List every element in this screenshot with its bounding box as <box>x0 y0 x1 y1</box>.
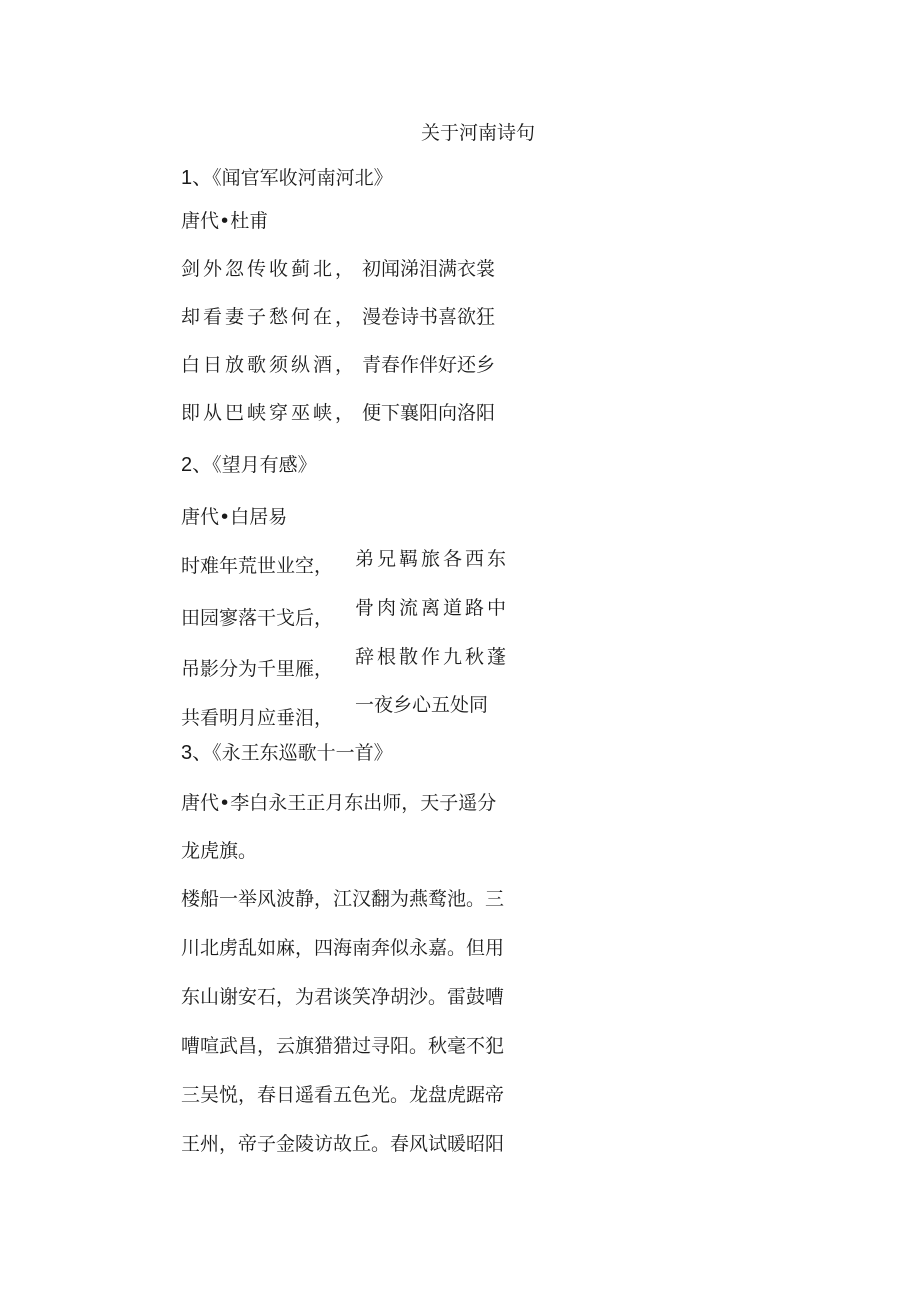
poem-2-line-4-second: 一夜乡心五处同 <box>355 694 489 716</box>
poem-3-text-line: 东山谢安石，为君谈笑净胡沙。雷鼓嘈 <box>181 986 505 1008</box>
poem-1-author: 唐代•杜甫 <box>181 210 269 232</box>
poem-2-title: 《望月有感》 <box>212 454 317 476</box>
poem-3-author-line: 唐代•李白永王正月东出师，天子遥分 <box>181 792 497 814</box>
poem-3-heading <box>181 740 393 766</box>
poem-2-line-4-first: 共看明月应垂泪， <box>181 707 334 729</box>
poem-3-number: 3、 <box>181 742 213 764</box>
poem-2-line-1-first: 时难年荒世业空， <box>181 555 334 577</box>
poem-3-text-line: 嘈喧武昌，云旗猎猎过寻阳。秋毫不犯 <box>181 1035 505 1057</box>
poem-1-line-4-second: 便下襄阳向洛阳 <box>362 402 496 424</box>
poem-1-title: 《闻官军收河南河北》 <box>212 167 393 189</box>
poem-1-line-3-first: 白日放歌须纵酒， <box>181 354 358 376</box>
poem-3-text-line: 王州，帝子金陵访故丘。春风试暖昭阳 <box>181 1133 505 1155</box>
poem-2-number: 2、 <box>181 454 213 476</box>
poem-1-line-3-second: 青春作伴好还乡 <box>362 354 496 376</box>
poem-1-number: 1、 <box>181 167 213 189</box>
poem-2-line-3-second: 辞根散作九秋蓬 <box>355 646 510 668</box>
poem-3-text-line: 三吴悦，春日遥看五色光。龙盘虎踞帝 <box>181 1084 505 1106</box>
poem-2-line-3-first: 吊影分为千里雁， <box>181 658 334 680</box>
poem-1-line-1-second: 初闻涕泪满衣裳 <box>362 258 496 280</box>
poem-2-heading <box>181 452 317 478</box>
poem-1-line-2-second: 漫卷诗书喜欲狂 <box>362 306 496 328</box>
poem-2-line-1-second: 弟兄羁旅各西东 <box>355 548 510 570</box>
poem-3-text-line: 川北虏乱如麻，四海南奔似永嘉。但用 <box>181 937 505 959</box>
poem-3-text-line: 楼船一举风波静，江汉翻为燕鹜池。三 <box>181 888 505 910</box>
poem-1-line-1-first: 剑外忽传收蓟北， <box>181 258 358 280</box>
poem-1-line-4-first: 即从巴峡穿巫峡， <box>181 402 358 424</box>
poem-2-line-2-second: 骨肉流离道路中 <box>355 597 510 619</box>
poem-1-line-2-first: 却看妻子愁何在， <box>181 306 358 328</box>
poem-1-heading <box>181 165 393 191</box>
page-title: 关于河南诗句 <box>421 122 536 144</box>
poem-3-text-line: 龙虎旗。 <box>181 840 258 862</box>
poem-2-line-2-first: 田园寥落干戈后， <box>181 607 334 629</box>
poem-2-author: 唐代•白居易 <box>181 506 288 528</box>
poem-3-title: 《永王东巡歌十一首》 <box>212 742 393 764</box>
